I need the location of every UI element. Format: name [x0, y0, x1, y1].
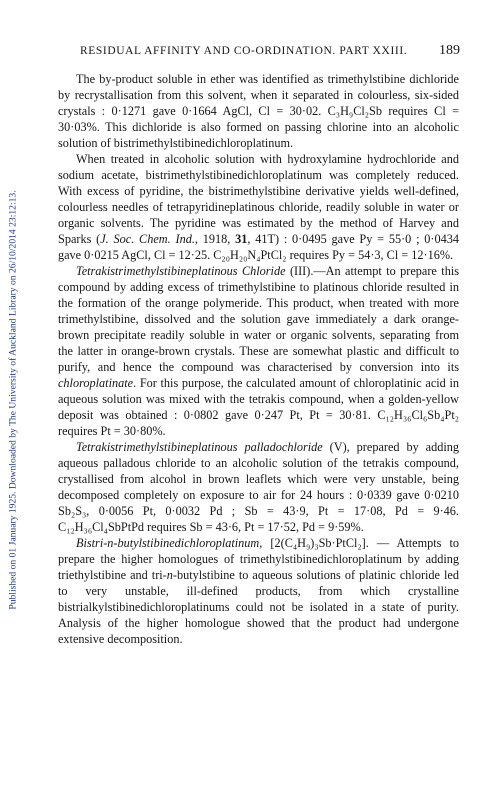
paragraph-text: . For this purpose, the calculated amount of chloroplatinic acid in aqueous solution was mixed with the tetrakis compound, when a golden-yellow deposit was obtained : 0·0802 gave 0·247 Pt, Pt = 30·81. C₁₂H₃₆Cl₆Sb₄Pt₂ requires Pt = 30·80%.: [58, 376, 459, 438]
bold-text: 31: [235, 232, 248, 246]
paragraph-text: -butylstibine to aqueous solutions of platinic chloride led to very unstable, ill-defined products, from which crystalline bistrialkylstibinedichloroplatinums could not be isolated in a state of purity. Analysis of the higher homologue showed that the product had undergone extensive decomposition.: [58, 568, 459, 646]
paragraph-text: , 41T) : 0·0495 gave Py = 55·0 ; 0·0434 gave 0·0215 AgCl, Cl = 12·25. C₂₀H₂₀N₄PtCl₂ requires Py = 54·3, Cl = 12·16%.: [58, 232, 459, 262]
paragraph-text: When treated in alcoholic solution with hydroxylamine hydrochloride and sodium acetate, bistrimethylstibinedichloroplatinum was completely reduced. With excess of pyridine, the bistrimethylstibine derivative yields well-defined, colourless needles of tetrapyridineplatinous chloride, readily soluble in water or organic solvents. The pyridine was estimated by the method of Harvey and Sparks (: [58, 152, 459, 246]
paragraph-text: , [2(C₄H₉)₃Sb·PtCl₂]. — Attempts to prepare the higher homologues of trimethylstibinedichloroplatinum by adding triethylstibine and tri-: [58, 536, 459, 582]
body-paragraph: [58, 71, 459, 151]
italic-text: Tetrakistrimethylstibineplatinous palladochloride: [76, 440, 323, 454]
italic-text: n: [166, 568, 173, 582]
download-watermark-text: Published on 01 January 1925. Downloaded by The University of Auckland Library on 26/10/2014 23:12:13.: [7, 190, 19, 610]
running-title: RESIDUAL AFFINITY AND CO-ORDINATION. PART XXIII.: [80, 45, 408, 57]
italic-text: Bistri-n-butylstibinedichloroplatinum: [76, 536, 260, 550]
page-number: 189: [439, 43, 460, 58]
body-paragraph: [58, 535, 459, 647]
paragraph-text: (V), prepared by adding aqueous palladous chloride to an alcoholic solution of the tetrakis compound, crystallised from alcohol in brown leaflets which were very unstable, being decomposed completely on exposure to air for 24 hours : 0·0339 gave 0·0210 Sb₂S₃, 0·0056 Pt, 0·0032 Pd ; Sb = 43·9, Pt = 17·08, Pd = 9·46. C₁₂H₃₆Cl₄SbPtPd requires Sb = 43·6, Pt = 17·52, Pd = 9·59%.: [58, 440, 460, 534]
download-watermark: [8, 40, 18, 760]
paragraph-text: , 1918,: [194, 232, 236, 246]
paragraph-text: (III).—An attempt to prepare this compound by adding excess of trimethylstibine to platinous chloride resulted in the formation of the orange polymeride. This product, when treated with more trimethylstibine, dissolved and the solution gave immediately a dark orange-brown precipitate readily soluble in water or organic solvents, separating from the latter in orange-brown crystals. These are somewhat plastic and difficult to purify, and hence the compound was characterised by conversion into its: [58, 264, 459, 374]
italic-text: J. Soc. Chem. Ind.: [100, 232, 195, 246]
paragraph-text: The by-product soluble in ether was identified as trimethylstibine dichloride by recrystallisation from this solvent, when it separated in colourless, six-sided crystals : 0·1271 gave 0·1664 AgCl, Cl = 30·02. C₃H₉Cl₂Sb requires Cl = 30·03%. This dichloride is also formed on passing chlorine into an alcoholic solution of bistrimethylstibinedichloroplatinum.: [58, 72, 459, 150]
body-paragraph: [58, 263, 459, 439]
italic-text: chloroplatinate: [58, 376, 134, 390]
running-header: [80, 45, 460, 61]
italic-text: Tetrakistrimethylstibineplatinous Chloride: [76, 264, 286, 278]
body-paragraph: [58, 151, 459, 263]
article-body: [58, 71, 459, 647]
body-paragraph: [58, 439, 459, 535]
